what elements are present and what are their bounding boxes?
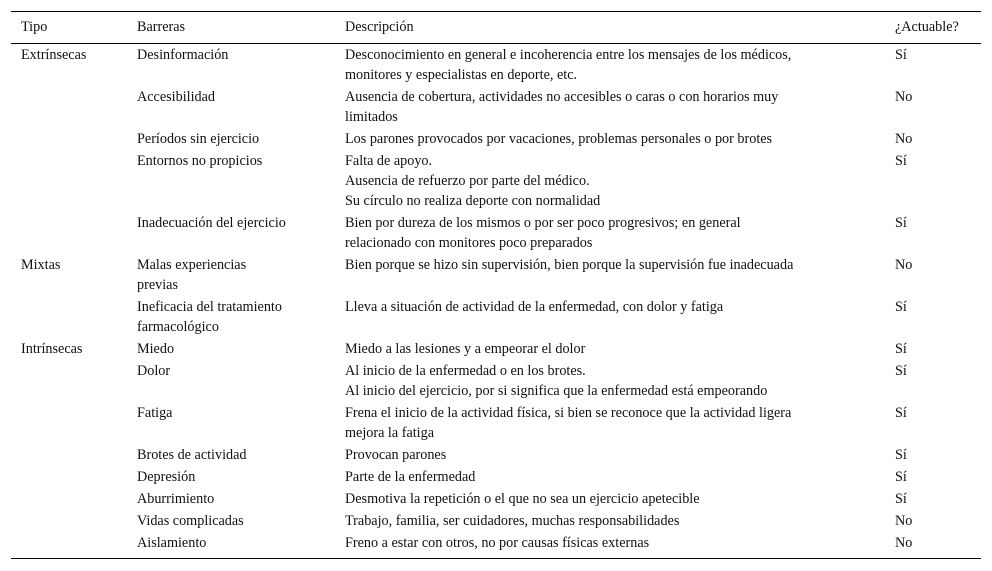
cell-actuable: No <box>895 513 913 529</box>
cell-actuable: Sí <box>895 491 907 507</box>
cell-descripcion: Bien porque se hizo sin supervisión, bien porque la supervisión fue inadecuada <box>345 257 794 273</box>
cell-actuable: Sí <box>895 469 907 485</box>
cell-descripcion: Su círculo no realiza deporte con normalidad <box>345 193 601 209</box>
header-tipo: Tipo <box>21 19 48 35</box>
cell-descripcion: Frena el inicio de la actividad física, si bien se reconoce que la actividad ligera <box>345 405 792 421</box>
cell-descripcion: Trabajo, familia, ser cuidadores, muchas responsabilidades <box>345 513 680 529</box>
header-bottom-rule <box>11 43 981 44</box>
cell-descripcion: Provocan parones <box>345 447 447 463</box>
cell-barrera: Inadecuación del ejercicio <box>137 215 286 231</box>
cell-barrera: Ineficacia del tratamiento <box>137 299 282 315</box>
cell-descripcion: Ausencia de refuerzo por parte del médico. <box>345 173 590 189</box>
cell-descripcion: Bien por dureza de los mismos o por ser poco progresivos; en general <box>345 215 741 231</box>
cell-barrera: Malas experiencias <box>137 257 247 273</box>
cell-descripcion: Ausencia de cobertura, actividades no accesibles o caras o con horarios muy <box>345 89 779 105</box>
table-bottom-rule <box>11 558 981 559</box>
header-actuable: ¿Actuable? <box>895 19 959 35</box>
cell-actuable: No <box>895 535 913 551</box>
cell-actuable: No <box>895 257 913 273</box>
cell-tipo: Mixtas <box>21 257 61 273</box>
cell-barrera: Entornos no propicios <box>137 153 263 169</box>
table-top-rule <box>11 11 981 12</box>
cell-barrera: Brotes de actividad <box>137 447 247 463</box>
cell-barrera: Aislamiento <box>137 535 207 551</box>
cell-actuable: Sí <box>895 363 907 379</box>
cell-descripcion: Desconocimiento en general e incoherencia entre los mensajes de los médicos, <box>345 47 792 63</box>
cell-descripcion: Freno a estar con otros, no por causas físicas externas <box>345 535 650 551</box>
cell-actuable: No <box>895 89 913 105</box>
cell-barrera: Desinformación <box>137 47 229 63</box>
cell-descripcion: Parte de la enfermedad <box>345 469 476 485</box>
cell-barrera: Dolor <box>137 363 171 379</box>
cell-descripcion: Miedo a las lesiones y a empeorar el dolor <box>345 341 586 357</box>
cell-descripcion: Al inicio del ejercicio, por si significa que la enfermedad está empeorando <box>345 383 768 399</box>
cell-actuable: Sí <box>895 341 907 357</box>
cell-barrera: Períodos sin ejercicio <box>137 131 260 147</box>
cell-actuable: Sí <box>895 447 907 463</box>
cell-descripcion: Falta de apoyo. <box>345 153 433 169</box>
cell-tipo: Intrínsecas <box>21 341 83 357</box>
cell-barrera: Miedo <box>137 341 175 357</box>
cell-barrera: previas <box>137 277 178 293</box>
cell-barrera: Accesibilidad <box>137 89 216 105</box>
cell-descripcion: limitados <box>345 109 398 125</box>
cell-actuable: Sí <box>895 405 907 421</box>
header-barreras: Barreras <box>137 19 186 35</box>
cell-descripcion: Desmotiva la repetición o el que no sea un ejercicio apetecible <box>345 491 700 507</box>
cell-descripcion: Los parones provocados por vacaciones, problemas personales o por brotes <box>345 131 773 147</box>
cell-descripcion: Lleva a situación de actividad de la enfermedad, con dolor y fatiga <box>345 299 724 315</box>
cell-barrera: Aburrimiento <box>137 491 215 507</box>
cell-descripcion: Al inicio de la enfermedad o en los brotes. <box>345 363 586 379</box>
cell-descripcion: mejora la fatiga <box>345 425 435 441</box>
header-descripcion: Descripción <box>345 19 414 35</box>
cell-actuable: No <box>895 131 913 147</box>
cell-barrera: Vidas complicadas <box>137 513 244 529</box>
cell-descripcion: relacionado con monitores poco preparados <box>345 235 593 251</box>
cell-actuable: Sí <box>895 299 907 315</box>
cell-actuable: Sí <box>895 47 907 63</box>
cell-actuable: Sí <box>895 153 907 169</box>
cell-descripcion: monitores y especialistas en deporte, etc. <box>345 67 578 83</box>
cell-barrera: farmacológico <box>137 319 219 335</box>
cell-barrera: Depresión <box>137 469 196 485</box>
cell-actuable: Sí <box>895 215 907 231</box>
cell-barrera: Fatiga <box>137 405 173 421</box>
cell-tipo: Extrínsecas <box>21 47 87 63</box>
